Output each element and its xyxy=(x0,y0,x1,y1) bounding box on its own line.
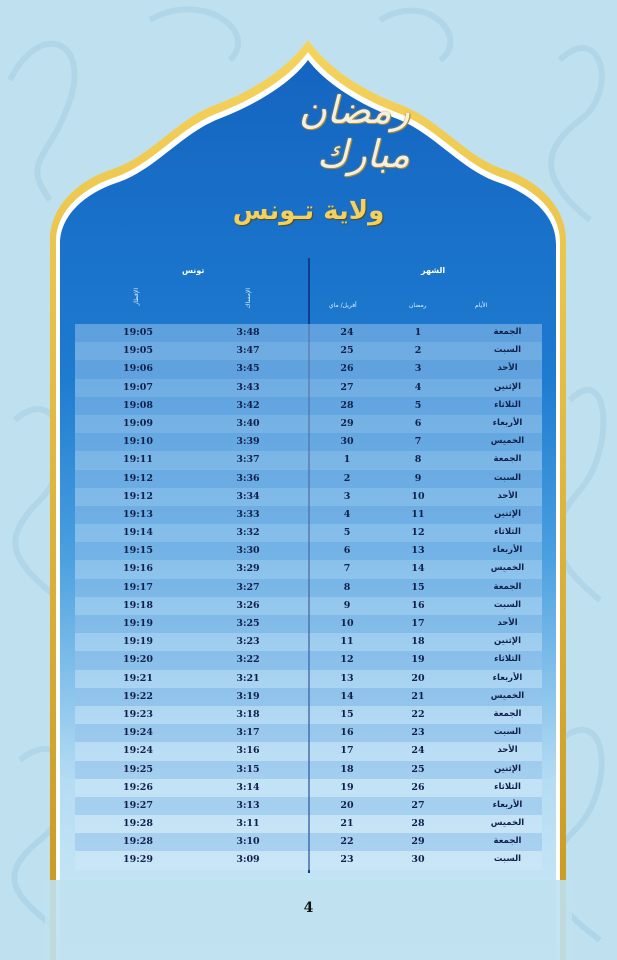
cell-gregorian-date: 24 xyxy=(340,327,354,338)
table-row xyxy=(75,360,542,378)
cell-ramadan-day: 14 xyxy=(411,563,425,575)
cell-gregorian-date: 11 xyxy=(340,636,354,648)
cell-iftar: 19:25 xyxy=(123,763,153,775)
cell-imsak: 3:47 xyxy=(236,345,260,357)
group-header-city: تونس xyxy=(182,266,205,275)
table-row xyxy=(75,688,542,706)
cell-iftar: 19:28 xyxy=(123,836,153,848)
group-header-month: الشهر xyxy=(421,266,446,275)
cell-ramadan-day: 25 xyxy=(411,763,425,775)
cell-iftar: 19:28 xyxy=(123,818,153,830)
table-row xyxy=(75,524,542,542)
cell-weekday: الأحد xyxy=(497,618,518,628)
table-row xyxy=(75,706,542,724)
cell-ramadan-day: 9 xyxy=(414,472,422,484)
cell-iftar: 19:05 xyxy=(123,327,153,338)
cell-ramadan-day: 20 xyxy=(411,672,425,684)
table-row xyxy=(75,651,542,669)
cell-imsak: 3:33 xyxy=(236,508,260,520)
table-row xyxy=(75,815,542,833)
table-row xyxy=(75,397,542,415)
cell-imsak: 3:22 xyxy=(236,654,260,666)
cell-ramadan-day: 17 xyxy=(411,618,425,629)
table-row xyxy=(75,742,542,760)
cell-iftar: 19:23 xyxy=(123,708,153,720)
cell-imsak: 3:26 xyxy=(236,599,260,611)
table-row xyxy=(75,542,542,560)
cell-weekday: الخميس xyxy=(490,818,525,829)
cell-ramadan-day: 12 xyxy=(411,527,425,539)
table-header xyxy=(75,258,542,324)
cell-gregorian-date: 19 xyxy=(340,781,354,793)
cell-imsak: 3:43 xyxy=(236,381,260,393)
cell-gregorian-date: 30 xyxy=(340,436,354,448)
cell-gregorian-date: 5 xyxy=(343,527,351,539)
cell-weekday: الإثنين xyxy=(493,636,522,647)
cell-ramadan-day: 15 xyxy=(411,581,425,593)
cell-iftar: 19:14 xyxy=(123,527,153,539)
cell-ramadan-day: 4 xyxy=(414,381,422,393)
cell-ramadan-day: 22 xyxy=(411,708,425,720)
cell-ramadan-day: 13 xyxy=(411,545,425,557)
cell-ramadan-day: 10 xyxy=(411,490,425,502)
table-row xyxy=(75,379,542,397)
table-row xyxy=(75,761,542,779)
cell-iftar: 19:19 xyxy=(123,618,153,629)
cell-iftar: 19:11 xyxy=(123,454,153,466)
col-header-iftar: الإفطار xyxy=(133,288,140,306)
cell-gregorian-date: 23 xyxy=(340,854,354,866)
table-row xyxy=(75,797,542,815)
cell-gregorian-date: 13 xyxy=(340,672,354,684)
cell-imsak: 3:21 xyxy=(236,672,260,684)
cell-ramadan-day: 6 xyxy=(414,417,422,429)
cell-weekday: الخميس xyxy=(490,690,525,701)
cell-weekday: الجمعة xyxy=(493,454,522,465)
cell-iftar: 19:10 xyxy=(123,436,153,448)
table-row xyxy=(75,342,542,360)
table-row xyxy=(75,670,542,688)
cell-imsak: 3:11 xyxy=(236,818,260,830)
cell-ramadan-day: 2 xyxy=(414,345,422,357)
table-row xyxy=(75,597,542,615)
col-header-imsak: الإمساك xyxy=(245,288,252,309)
cell-weekday: السبت xyxy=(493,599,522,610)
cell-iftar: 19:12 xyxy=(123,472,153,484)
cell-iftar: 19:19 xyxy=(123,636,153,648)
cell-gregorian-date: 4 xyxy=(343,508,351,520)
cell-weekday: الإثنين xyxy=(493,381,522,392)
cell-weekday: الثلاثاء xyxy=(494,399,521,410)
cell-imsak: 3:45 xyxy=(236,363,260,375)
cell-gregorian-date: 29 xyxy=(340,417,354,429)
cell-gregorian-date: 10 xyxy=(340,618,354,629)
cell-ramadan-day: 19 xyxy=(411,654,425,666)
cell-gregorian-date: 7 xyxy=(343,563,351,575)
cell-ramadan-day: 8 xyxy=(414,454,422,466)
cell-weekday: الثلاثاء xyxy=(494,654,521,665)
cell-ramadan-day: 16 xyxy=(411,599,425,611)
table-row xyxy=(75,415,542,433)
cell-imsak: 3:10 xyxy=(236,836,260,848)
table-row xyxy=(75,433,542,451)
col-header-ramadan: رمضان xyxy=(409,302,427,309)
cell-imsak: 3:34 xyxy=(236,490,260,502)
table-row xyxy=(75,506,542,524)
cell-weekday: الثلاثاء xyxy=(494,781,521,792)
cell-weekday: الأربعاء xyxy=(492,417,523,428)
cell-ramadan-day: 7 xyxy=(414,436,422,448)
cell-iftar: 19:20 xyxy=(123,654,153,666)
col-header-gregorian: أفريل/ ماي xyxy=(329,302,357,309)
cell-gregorian-date: 14 xyxy=(340,690,354,702)
cell-iftar: 19:26 xyxy=(123,781,153,793)
cell-weekday: الخميس xyxy=(490,436,525,447)
cell-ramadan-day: 27 xyxy=(411,799,425,811)
cell-imsak: 3:39 xyxy=(236,436,260,448)
cell-weekday: الخميس xyxy=(490,563,525,574)
cell-iftar: 19:24 xyxy=(123,745,153,757)
cell-imsak: 3:27 xyxy=(236,581,260,593)
cell-imsak: 3:29 xyxy=(236,563,260,575)
cell-iftar: 19:08 xyxy=(123,399,153,411)
cell-gregorian-date: 9 xyxy=(343,599,351,611)
cell-gregorian-date: 20 xyxy=(340,799,354,811)
cell-iftar: 19:22 xyxy=(123,690,153,702)
table-row xyxy=(75,833,542,851)
table-row xyxy=(75,779,542,797)
cell-imsak: 3:48 xyxy=(236,327,260,338)
cell-iftar: 19:27 xyxy=(123,799,153,811)
cell-iftar: 19:09 xyxy=(123,417,153,429)
cell-weekday: الجمعة xyxy=(493,836,522,847)
cell-weekday: السبت xyxy=(493,727,522,738)
cell-imsak: 3:40 xyxy=(236,417,260,429)
cell-iftar: 19:07 xyxy=(123,381,153,393)
cell-imsak: 3:13 xyxy=(236,799,260,811)
cell-ramadan-day: 28 xyxy=(411,818,425,830)
cell-ramadan-day: 26 xyxy=(411,781,425,793)
cell-gregorian-date: 6 xyxy=(343,545,351,557)
cell-weekday: الأحد xyxy=(497,745,518,756)
table-row xyxy=(75,579,542,597)
cell-gregorian-date: 16 xyxy=(340,727,354,739)
cell-gregorian-date: 21 xyxy=(340,818,354,830)
cell-ramadan-day: 18 xyxy=(411,636,425,648)
cell-iftar: 19:06 xyxy=(123,363,153,375)
cell-weekday: الجمعة xyxy=(493,708,522,719)
cell-imsak: 3:36 xyxy=(236,472,260,484)
table-row xyxy=(75,560,542,578)
cell-gregorian-date: 1 xyxy=(343,454,351,466)
cell-weekday: السبت xyxy=(493,854,522,865)
cell-ramadan-day: 24 xyxy=(411,745,425,757)
cell-ramadan-day: 5 xyxy=(414,399,422,411)
cell-iftar: 19:21 xyxy=(123,672,153,684)
cell-iftar: 19:18 xyxy=(123,599,153,611)
table-row xyxy=(75,724,542,742)
wilaya-title: ولاية تـونس xyxy=(232,196,385,226)
table-row xyxy=(75,851,542,869)
cell-weekday: الأحد xyxy=(497,490,518,501)
cell-gregorian-date: 3 xyxy=(343,490,351,502)
cell-imsak: 3:15 xyxy=(236,763,260,775)
cell-ramadan-day: 21 xyxy=(411,690,425,702)
cell-weekday: الجمعة xyxy=(493,581,522,592)
cell-weekday: الإثنين xyxy=(493,508,522,519)
cell-weekday: الثلاثاء xyxy=(494,527,521,538)
col-header-day: الأيام xyxy=(475,302,488,309)
table-row xyxy=(75,488,542,506)
cell-gregorian-date: 25 xyxy=(340,345,354,357)
cell-gregorian-date: 26 xyxy=(340,363,354,375)
cell-iftar: 19:24 xyxy=(123,727,153,739)
cell-imsak: 3:17 xyxy=(236,727,260,739)
imsakiya-table xyxy=(75,258,542,870)
cell-gregorian-date: 17 xyxy=(340,745,354,757)
cell-gregorian-date: 18 xyxy=(340,763,354,775)
cell-gregorian-date: 12 xyxy=(340,654,354,666)
cell-weekday: السبت xyxy=(493,472,522,483)
page-number: 4 xyxy=(303,900,314,916)
cell-imsak: 3:19 xyxy=(236,690,260,702)
cell-weekday: الأربعاء xyxy=(492,545,523,556)
cell-iftar: 19:05 xyxy=(123,345,153,357)
cell-iftar: 19:12 xyxy=(123,490,153,502)
cell-gregorian-date: 2 xyxy=(343,472,351,484)
cell-iftar: 19:17 xyxy=(123,581,153,593)
cell-imsak: 3:25 xyxy=(236,618,260,629)
cell-weekday: الأربعاء xyxy=(492,799,523,810)
cell-ramadan-day: 29 xyxy=(411,836,425,848)
cell-weekday: الإثنين xyxy=(493,763,522,774)
cell-weekday: السبت xyxy=(493,345,522,356)
cell-weekday: الأحد xyxy=(497,363,518,374)
cell-imsak: 3:42 xyxy=(236,399,260,411)
cell-ramadan-day: 23 xyxy=(411,727,425,739)
cell-imsak: 3:14 xyxy=(236,781,260,793)
cell-imsak: 3:30 xyxy=(236,545,260,557)
table-row xyxy=(75,615,542,633)
table-row xyxy=(75,324,542,342)
ramadan-mubarak-calligraphy: رمضان مبارك xyxy=(298,88,410,176)
table-row xyxy=(75,451,542,469)
cell-ramadan-day: 1 xyxy=(414,327,422,338)
cell-imsak: 3:37 xyxy=(236,454,260,466)
cell-gregorian-date: 15 xyxy=(340,708,354,720)
cell-imsak: 3:18 xyxy=(236,708,260,720)
cell-ramadan-day: 30 xyxy=(411,854,425,866)
table-body xyxy=(75,324,542,870)
cell-iftar: 19:13 xyxy=(123,508,153,520)
cell-iftar: 19:29 xyxy=(123,854,153,866)
cell-ramadan-day: 11 xyxy=(411,508,425,520)
cell-imsak: 3:32 xyxy=(236,527,260,539)
cell-gregorian-date: 28 xyxy=(340,399,354,411)
cell-imsak: 3:23 xyxy=(236,636,260,648)
cell-imsak: 3:16 xyxy=(236,745,260,757)
cell-imsak: 3:09 xyxy=(236,854,260,866)
cell-iftar: 19:16 xyxy=(123,563,153,575)
cell-iftar: 19:15 xyxy=(123,545,153,557)
cell-weekday: الأربعاء xyxy=(492,672,523,683)
cell-gregorian-date: 27 xyxy=(340,381,354,393)
cell-gregorian-date: 8 xyxy=(343,581,351,593)
cell-weekday: الجمعة xyxy=(493,327,522,337)
table-row xyxy=(75,633,542,651)
cell-gregorian-date: 22 xyxy=(340,836,354,848)
table-row xyxy=(75,470,542,488)
cell-ramadan-day: 3 xyxy=(414,363,422,375)
